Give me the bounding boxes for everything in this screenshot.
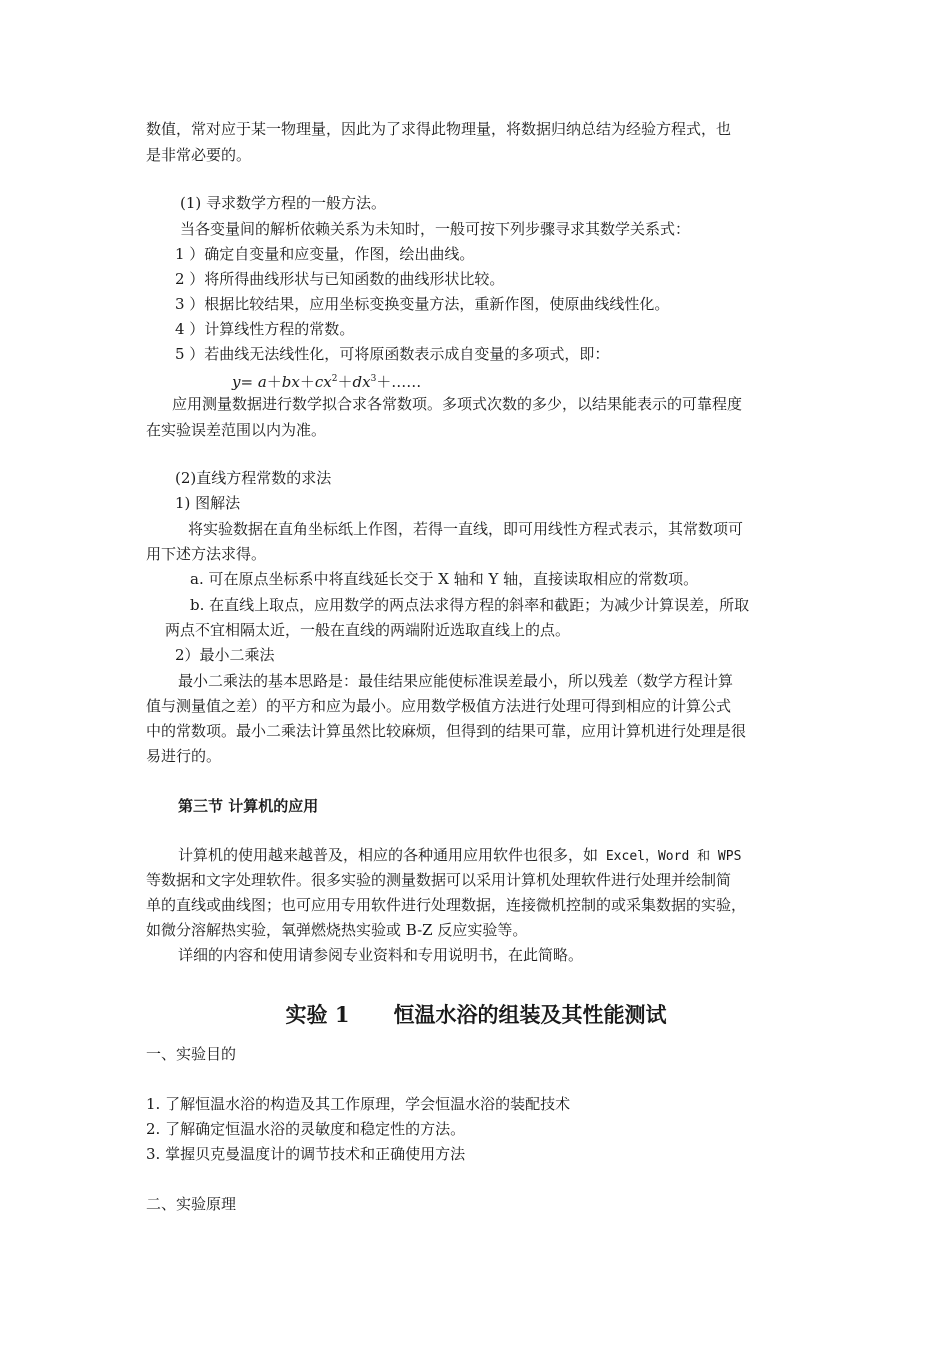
text-line: 用下述方法求得。 xyxy=(146,545,267,563)
text-line: 两点不宜相隔太近，一般在直线的两端附近选取直线上的点。 xyxy=(165,621,571,639)
section-heading: 第三节 计算机的应用 xyxy=(178,797,319,815)
text-line: a. 可在原点坐标系中将直线延长交于 X 轴和 Y 轴，直接读取相应的常数项。 xyxy=(190,570,699,588)
list-item: 1 ）确定自变量和应变量，作图，绘出曲线。 xyxy=(175,245,475,263)
text-line: 应用测量数据进行数学拟合求各常数项。多项式次数的多少，以结果能表示的可靠程度 xyxy=(172,395,743,413)
list-item: 5 ）若曲线无法线性化，可将原函数表示成自变量的多项式，即： xyxy=(175,345,610,363)
subheading: (2)直线方程常数的求法 xyxy=(175,469,332,487)
text-line: 单的直线或曲线图；也可应用专用软件进行处理数据，连接微机控制的或采集数据的实验， xyxy=(146,896,747,914)
text-line: 中的常数项。最小二乘法计算虽然比较麻烦，但得到的结果可靠，应用计算机进行处理是很 xyxy=(146,722,747,740)
list-item: 2. 了解确定恒温水浴的灵敏度和稳定性的方法。 xyxy=(146,1120,466,1138)
subheading: 1) 图解法 xyxy=(175,494,241,512)
text-line: 当各变量间的解析依赖关系为未知时，一般可按下列步骤寻求其数学关系式： xyxy=(180,220,691,238)
text-line: 计算机的使用越来越普及，相应的各种通用应用软件也很多，如 Excel，Word 和 WPS xyxy=(178,846,742,864)
page-title: 实验 1 恒温水浴的组装及其性能测试 xyxy=(285,1002,667,1027)
text-line: 数值，常对应于某一物理量，因此为了求得此物理量，将数据归纳总结为经验方程式，也 xyxy=(146,120,732,138)
section-heading: 二、实验原理 xyxy=(146,1195,237,1213)
text-line: 如微分溶解热实验，氧弹燃烧热实验或 B-Z 反应实验等。 xyxy=(146,921,528,939)
text-line: 等数据和文字处理软件。很多实验的测量数据可以采用计算机处理软件进行处理并绘制简 xyxy=(146,871,732,889)
list-item: 2 ）将所得曲线形状与已知函数的曲线形状比较。 xyxy=(175,270,505,288)
list-item: 3. 掌握贝克曼温度计的调节技术和正确使用方法 xyxy=(146,1145,466,1163)
text-line: 值与测量值之差）的平方和应为最小。应用数学极值方法进行处理可得到相应的计算公式 xyxy=(146,697,732,715)
text-line: 详细的内容和使用请参阅专业资料和专用说明书，在此简略。 xyxy=(178,946,584,964)
text-line: 将实验数据在直角坐标纸上作图，若得一直线，即可用线性方程式表示，其常数项可 xyxy=(188,520,744,538)
text-line: (1) 寻求数学方程的一般方法。 xyxy=(180,194,387,212)
text-line: 在实验误差范围以内为准。 xyxy=(146,421,327,439)
list-item: 4 ）计算线性方程的常数。 xyxy=(175,320,355,338)
subheading: 2）最小二乘法 xyxy=(175,646,275,664)
list-item: 3 ）根据比较结果，应用坐标变换变量方法，重新作图，使原曲线线性化。 xyxy=(175,295,670,313)
polynomial-equation: $y= a+bx+cx^2+dx^3+\dots\dots$ xyxy=(232,373,422,391)
list-item: 1. 了解恒温水浴的构造及其工作原理，学会恒温水浴的装配技术 xyxy=(146,1095,571,1113)
text-line: b. 在直线上取点，应用数学的两点法求得方程的斜率和截距；为减少计算误差，所取 xyxy=(190,596,750,614)
section-heading: 一、实验目的 xyxy=(146,1045,237,1063)
text-line: 是非常必要的。 xyxy=(146,146,252,164)
text-line: 最小二乘法的基本思路是：最佳结果应能使标准误差最小，所以残差（数学方程计算 xyxy=(178,672,734,690)
text-line: 易进行的。 xyxy=(146,747,222,765)
